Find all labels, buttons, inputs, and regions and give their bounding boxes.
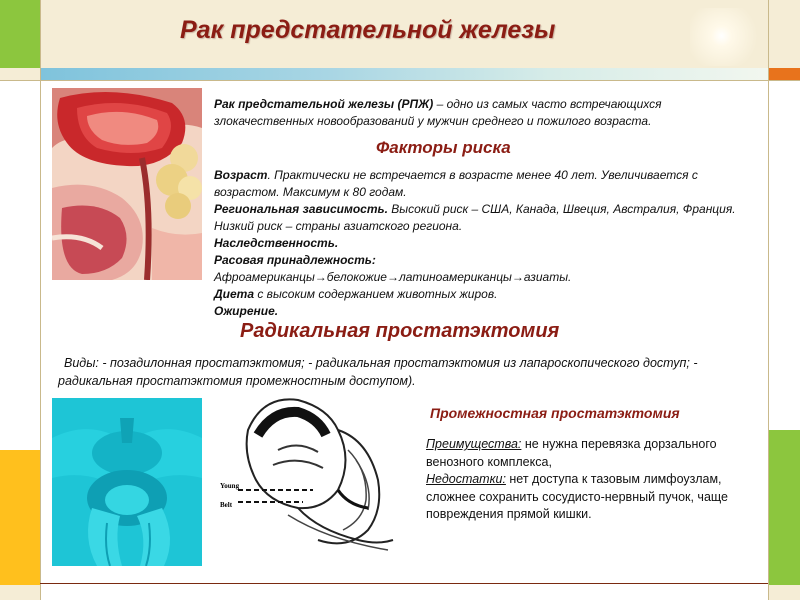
left-yellow-block [0,450,40,585]
right-white-block [768,80,800,430]
frame-line-top [0,80,800,81]
slide-title: Рак предстательной железы [180,16,556,44]
right-beige-block [768,0,800,68]
risk-factor-obesity: Ожирение. [214,304,279,318]
frame-line-right [768,0,769,600]
header-gradient-bar [40,68,768,80]
intro-text: – одно из самых часто встречающихся злокачественных новообразований у мужчин среднего и пожилого возраста. [214,97,662,128]
perineal-heading: Промежностная простатэктомия [430,405,680,421]
left-white-block [0,80,40,450]
perineal-description [426,436,742,524]
risk-factors-list [214,167,749,320]
risk-factor-region: Региональная зависимость. Высокий риск – США, Канада, Швеция, Австралия, Франция. Низкий риск – страны азиатского региона. [214,202,736,233]
perineal-position-image [52,398,202,566]
perineal-approach-diagram [218,390,400,560]
left-green-block [0,0,40,68]
risk-factor-diet: Диета с высоким содержанием животных жиров. [214,287,498,301]
risk-factors-heading: Факторы риска [376,138,511,157]
left-bottom-block [0,585,40,600]
perineal-disadvantages: Недостатки: нет доступа к тазовым лимфоузлам, сложнее сохранить сосудисто-нервный пучок, чаще повреждения прямой кишки. [426,472,728,521]
prostatectomy-types: Виды: - позадилонная простатэктомия; - радикальная простатэктомия из лапароскопического доступ; - радикальная простатэктомия промежностным доступом). [58,356,698,388]
right-orange-strip [768,68,800,80]
diagram-label-young: Young [220,482,240,490]
right-green-block [768,430,800,585]
perineal-advantages: Преимущества: не нужна перевязка дорзального венозного комплекса, [426,437,717,469]
frame-line-bottom [40,583,768,584]
intro-term: Рак предстательной железы (РПЖ) [214,97,434,111]
risk-factor-race: Расовая принадлежность: [214,253,376,267]
prostatectomy-heading: Радикальная простатэктомия [240,320,560,342]
diagram-label-belt: Belt [220,501,233,509]
risk-factor-heredity: Наследственность. [214,236,339,250]
prostate-anatomy-image [52,88,202,280]
left-beige-strip [0,68,40,80]
risk-factor-age: Возраст. Практически не встречается в возрасте менее 40 лет. Увеличивается с возрастом. Максимум к 80 годам. [214,168,698,199]
risk-factor-race-order: Афроамериканцы→белокожие→латиноамериканцы→азиаты. [214,270,572,284]
right-bottom-block [768,585,800,600]
intro-paragraph [214,96,742,130]
sparkle-decoration [690,8,765,66]
frame-line-left [40,0,41,600]
